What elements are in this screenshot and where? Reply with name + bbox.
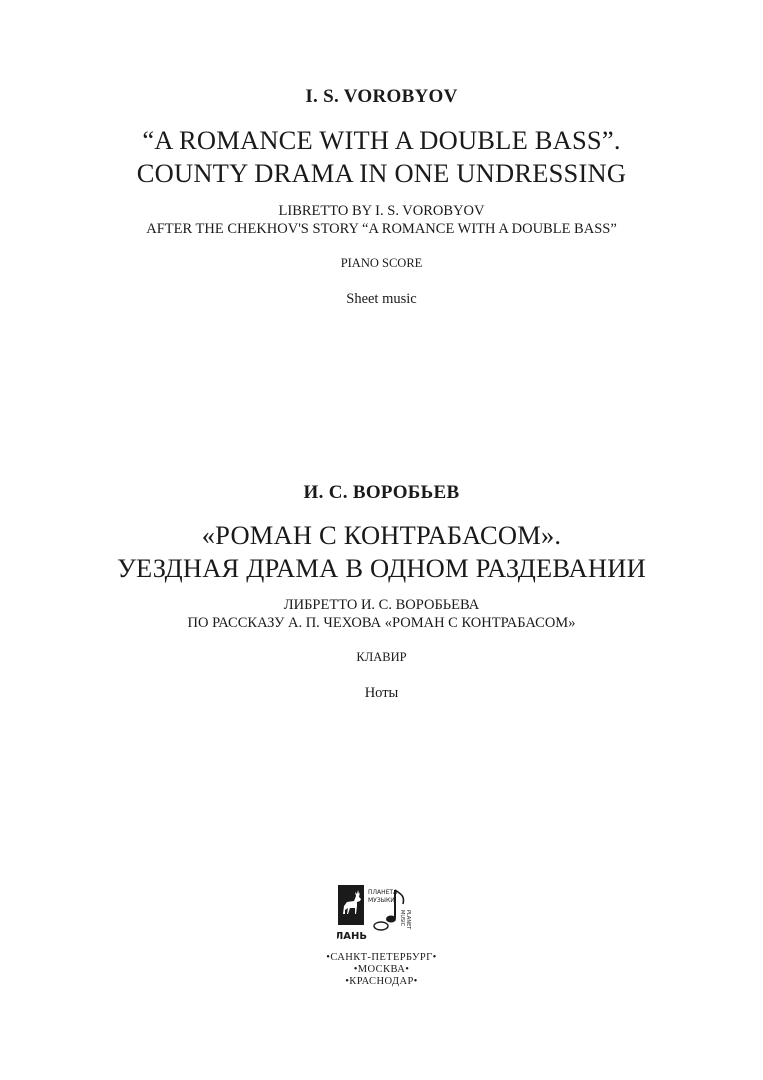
english-description: Sheet music [346, 291, 417, 307]
imprint-en-line-1: MUSIC [399, 910, 405, 927]
english-score-type: PIANO SCORE [340, 256, 423, 270]
english-author: I. S. VOROBYOV [305, 86, 458, 107]
english-libretto-line-1: LIBRETTO BY I. S. VOROBYOV [278, 203, 485, 219]
publisher-logo [337, 884, 419, 946]
logo-text: ЛАНЬ [337, 931, 368, 942]
english-libretto-line-2: AFTER THE CHEKHOV'S STORY “A ROMANCE WITH A DOUBLE BASS” [146, 220, 617, 237]
deer-logo-icon [337, 885, 367, 942]
english-title-line-1: “A ROMANCE WITH A DOUBLE BASS”. [142, 125, 621, 155]
imprint-en-line-2: PLANET [405, 910, 411, 930]
russian-libretto-line-1: ЛИБРЕТТО И. С. ВОРОБЬЕВА [283, 597, 480, 613]
russian-title [0, 519, 763, 585]
russian-description: Ноты [364, 685, 399, 701]
city-krasnodar: •КРАСНОДАР• [345, 976, 418, 987]
russian-title-line-2: УЕЗДНАЯ ДРАМА В ОДНОМ РАЗДЕВАНИИ [117, 553, 646, 583]
publisher-logo-graphic [337, 884, 419, 946]
publisher-cities [0, 952, 763, 988]
imprint-ru-line-1: ПЛАНЕТА [368, 889, 398, 896]
russian-libretto-line-2: ПО РАССКАЗУ А. П. ЧЕХОВА «РОМАН С КОНТРАБАСОМ» [187, 614, 576, 631]
russian-libretto [0, 597, 763, 632]
city-moscow: •МОСКВА• [353, 964, 410, 975]
english-title-line-2: COUNTY DRAMA IN ONE UNDRESSING [136, 158, 627, 188]
russian-score-type: КЛАВИР [356, 650, 407, 664]
imprint-ru-line-2: МУЗЫКИ [368, 897, 395, 904]
english-title [0, 124, 763, 190]
city-saint-petersburg: •САНКТ-ПЕТЕРБУРГ• [326, 952, 437, 963]
russian-author: И. С. ВОРОБЬЕВ [303, 482, 460, 503]
english-libretto [0, 203, 763, 238]
russian-title-line-1: «РОМАН С КОНТРАБАСОМ». [201, 520, 562, 550]
